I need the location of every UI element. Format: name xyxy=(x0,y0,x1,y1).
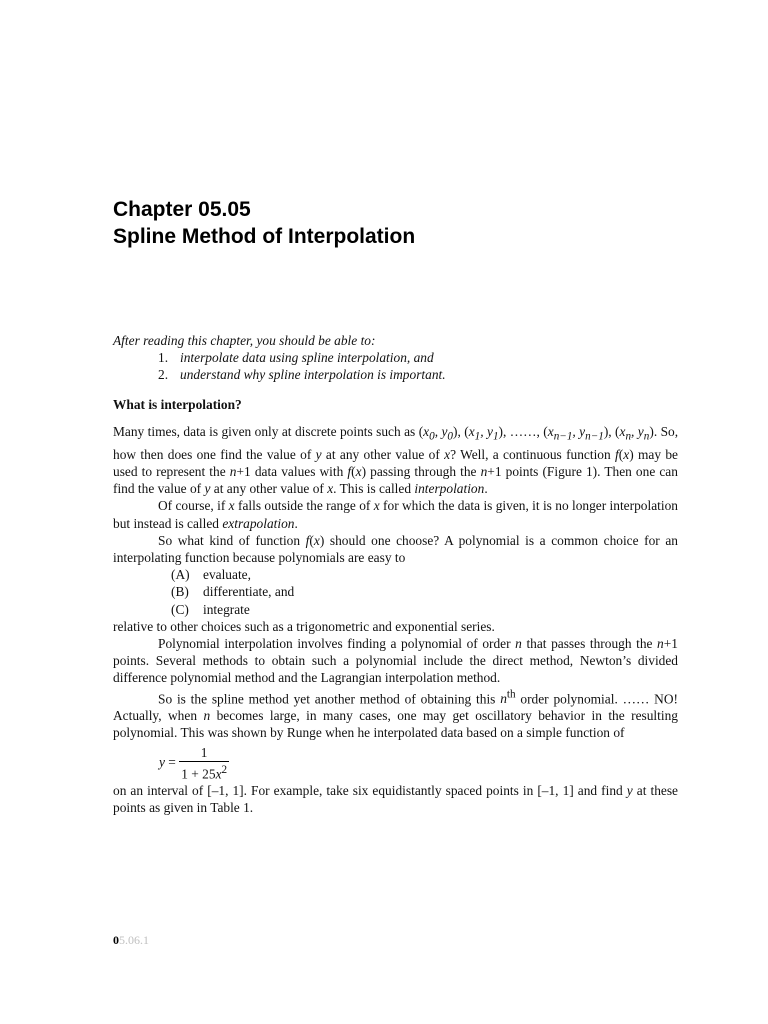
page-number: 05.06.1 xyxy=(113,933,149,947)
section-heading: What is interpolation? xyxy=(113,396,242,412)
list-item: (C) integrate xyxy=(171,601,250,617)
list xyxy=(113,566,678,618)
paragraph: on an interval of [–1, 1]. For example, take six equidistantly spaced points in [–1, 1] and find y at these points as given in Table 1. xyxy=(113,782,678,815)
paragraph: So is the spline method yet another method of obtaining this $n^{th}$ order polynomial. …… NO! Actually, when n becomes large, in many cases, one may get oscillatory behavior in the resulting polynomial. This was shown by Runge when he interpolated data based on a simple function of xyxy=(113,688,678,741)
paragraph: Many times, data is given only at discrete points such as ($x_0$, $y_0$), ($x_1$, $y_1$), ……, ($x_{n-1}$, $y_{n-1}$), ($x_n$, $y_n$). So, how then does one find the value of y at any other value of x? Well, a continuous function f(x) may be used to represent the n+1 data values with f(x) passing through the n+1 points (Figure 1). Then one can find the value of y at any other value of x. This is called interpolation. xyxy=(113,423,679,497)
paragraph: relative to other choices such as a trigonometric and exponential series. xyxy=(113,618,495,634)
chapter-title-block xyxy=(113,196,678,250)
objective-item: 1. interpolate data using spline interpolation, and xyxy=(158,350,434,366)
list-item: (A) evaluate, xyxy=(171,567,251,583)
equation: y = $\frac{1}{1 + 25x^2}$ xyxy=(159,744,228,782)
objectives-intro: After reading this chapter, you should be able to: xyxy=(113,333,376,348)
paragraph: Polynomial interpolation involves finding a polynomial of order n that passes through the n+1 points. Several methods to obtain such a polynomial include the direct method, Newton’s divided difference polynomial method and the Lagrangian interpolation method. xyxy=(113,635,678,686)
list-item: (B) differentiate, and xyxy=(171,584,295,600)
chapter-body xyxy=(113,332,678,816)
paragraph: So what kind of function f(x) should one choose? A polynomial is a common choice for an interpolating function because polynomials are easy to xyxy=(113,532,678,565)
chapter-title: Spline Method of Interpolation xyxy=(113,225,416,248)
chapter-number: Chapter 05.05 xyxy=(113,198,251,221)
objective-item: 2. understand why spline interpolation is important. xyxy=(158,367,446,383)
paragraph: Of course, if x falls outside the range of x for which the data is given, it is no longer interpolation but instead is called extrapolation. xyxy=(113,498,678,531)
